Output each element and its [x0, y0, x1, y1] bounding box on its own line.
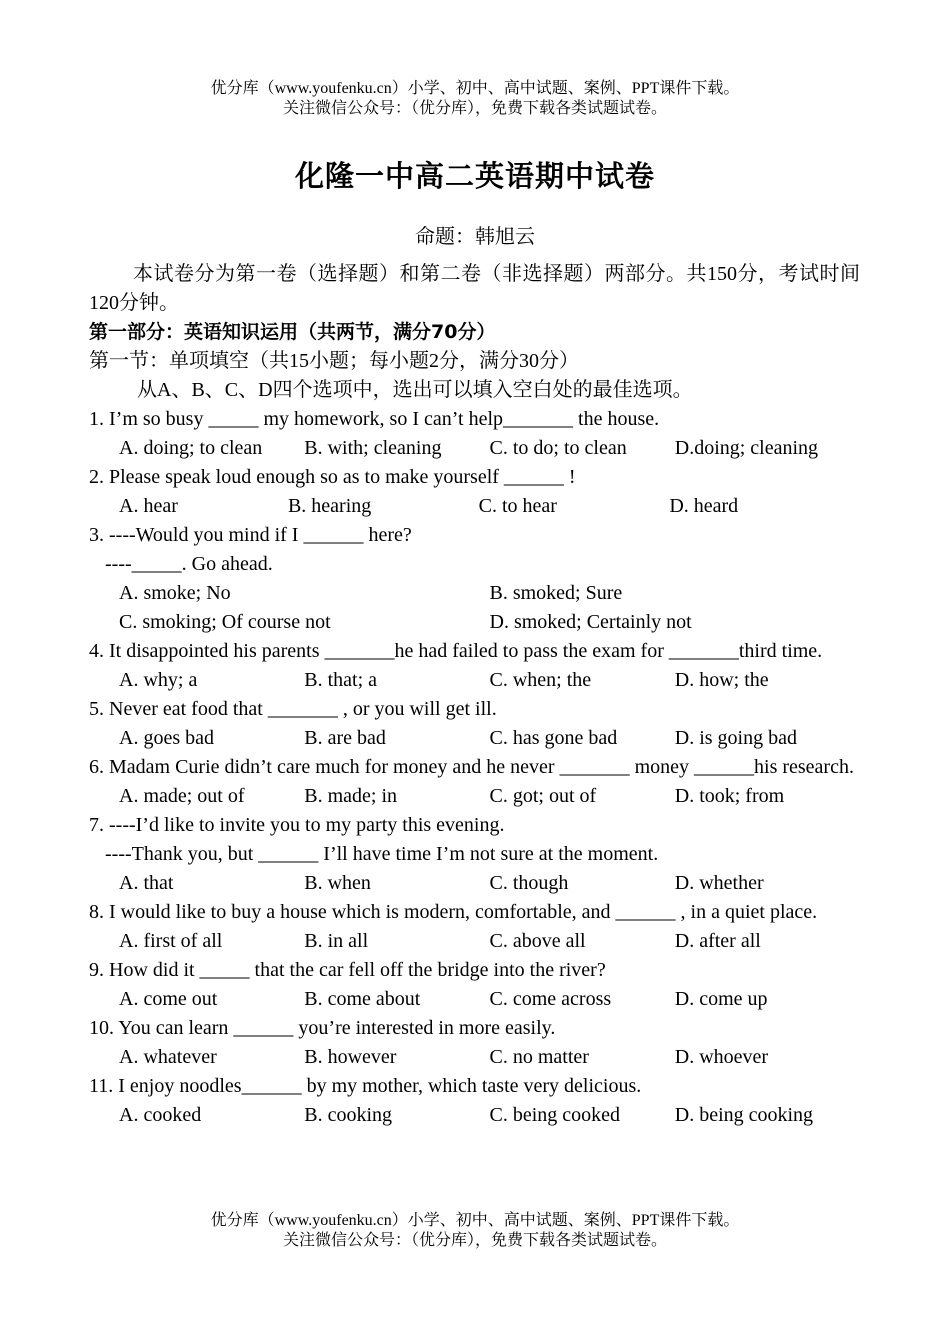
question-stem: 7. ----I’d like to invite you to my party this evening.: [89, 814, 505, 836]
option-b: B. hearing: [287, 495, 372, 517]
option-row: [89, 666, 860, 695]
option-a: A. made; out of: [119, 785, 245, 807]
option-a: A. goes bad: [119, 727, 214, 749]
option-a: A. cooked: [119, 1104, 202, 1126]
question-stem: 4. It disappointed his parents _______he had failed to pass the exam for _______third time.: [89, 640, 823, 662]
option-row: [89, 1101, 860, 1130]
option-d: D. how; the: [674, 669, 769, 691]
part1-heading: 第一部分：英语知识运用（共两节，满分70分）: [89, 321, 496, 343]
option-d: D. being cooking: [674, 1104, 814, 1126]
header-line-2: 关注微信公众号：（优分库），免费下载各类试题试卷。: [282, 100, 667, 117]
option-row: [89, 434, 860, 463]
option-c: C. above all: [489, 930, 586, 952]
option-a: A. come out: [119, 988, 218, 1010]
option-d: D. after all: [674, 930, 761, 952]
option-row: [89, 608, 860, 637]
intro-paragraph: 本试卷分为第一卷（选择题）和第二卷（非选择题）两部分。共150分，考试时间120分钟。: [89, 263, 860, 314]
option-c: C. though: [489, 872, 569, 894]
question-stem: 9. How did it _____ that the car fell off the bridge into the river?: [89, 959, 606, 981]
option-b: B. cooking: [304, 1104, 393, 1126]
option-c: C. no matter: [489, 1046, 589, 1068]
option-a: A. first of all: [119, 930, 223, 952]
option-row: [89, 724, 860, 753]
option-a: A. why; a: [119, 669, 198, 691]
option-a: A. smoke; No: [119, 582, 231, 604]
footer-line-2: 关注微信公众号：（优分库），免费下载各类试题试卷。: [282, 1232, 667, 1249]
footer-line-1: 优分库（www.youfenku.cn）小学、初中、高中试题、案例、PPT课件下载。: [210, 1212, 740, 1229]
question-stem: 2. Please speak loud enough so as to make yourself ______ !: [89, 466, 576, 488]
option-d: D. smoked; Certainly not: [489, 611, 692, 633]
option-c: C. to hear: [478, 495, 557, 517]
option-row: [89, 927, 860, 956]
question-stem: 10. You can learn ______ you’re interested in more easily.: [89, 1017, 556, 1039]
option-d: D. whether: [674, 872, 764, 894]
option-row: [89, 985, 860, 1014]
option-d: D. took; from: [674, 785, 785, 807]
question-stem: 8. I would like to buy a house which is modern, comfortable, and ______ , in a quiet place.: [89, 901, 818, 923]
question-stem: 1. I’m so busy _____ my homework, so I can’t help_______ the house.: [89, 408, 660, 430]
question-stem: 3. ----Would you mind if I ______ here?: [89, 524, 412, 546]
option-c: C. being cooked: [489, 1104, 621, 1126]
option-d: D. come up: [674, 988, 768, 1010]
option-b: B. with; cleaning: [304, 437, 442, 459]
option-a: A. whatever: [119, 1046, 217, 1068]
option-c: C. smoking; Of course not: [119, 611, 331, 633]
option-a: A. doing; to clean: [119, 437, 263, 459]
option-b: B. when: [304, 872, 371, 894]
option-b: B. in all: [304, 930, 369, 952]
header-line-1: 优分库（www.youfenku.cn）小学、初中、高中试题、案例、PPT课件下载。: [210, 80, 740, 97]
option-c: C. has gone bad: [489, 727, 618, 749]
question-stem: 6. Madam Curie didn’t care much for money and he never _______ money ______his research.: [89, 756, 854, 778]
section1-instruction: 从A、B、C、D四个选项中，选出可以填入空白处的最佳选项。: [137, 379, 693, 401]
option-b: B. however: [304, 1046, 397, 1068]
option-c: C. when; the: [489, 669, 592, 691]
option-d: D.doing; cleaning: [674, 437, 819, 459]
exam-content: [89, 260, 860, 1130]
option-c: C. come across: [489, 988, 612, 1010]
option-b: B. that; a: [304, 669, 378, 691]
option-c: C. to do; to clean: [489, 437, 627, 459]
option-b: B. are bad: [304, 727, 386, 749]
option-row: [89, 579, 860, 608]
option-a: A. hear: [119, 495, 178, 517]
section1-heading: 第一节：单项填空（共15小题；每小题2分，满分30分）: [89, 350, 579, 372]
option-row: [89, 782, 860, 811]
option-b: B. smoked; Sure: [489, 582, 623, 604]
option-row: [89, 869, 860, 898]
question-response: ----_____. Go ahead.: [105, 553, 273, 575]
option-b: B. made; in: [304, 785, 398, 807]
option-a: A. that: [119, 872, 174, 894]
option-row: [89, 492, 860, 521]
page-title: 化隆一中高二英语期中试卷: [294, 159, 655, 193]
option-b: B. come about: [304, 988, 421, 1010]
option-row: [89, 1043, 860, 1072]
option-c: C. got; out of: [489, 785, 597, 807]
author-line: 命题：韩旭云: [415, 224, 535, 248]
question-response: ----Thank you, but ______ I’ll have time I’m not sure at the moment.: [105, 843, 659, 865]
question-stem: 5. Never eat food that _______ , or you will get ill.: [89, 698, 497, 720]
question-stem: 11. I enjoy noodles______ by my mother, which taste very delicious.: [89, 1075, 642, 1097]
option-d: D. heard: [669, 495, 739, 517]
option-d: D. whoever: [674, 1046, 769, 1068]
option-d: D. is going bad: [674, 727, 797, 749]
